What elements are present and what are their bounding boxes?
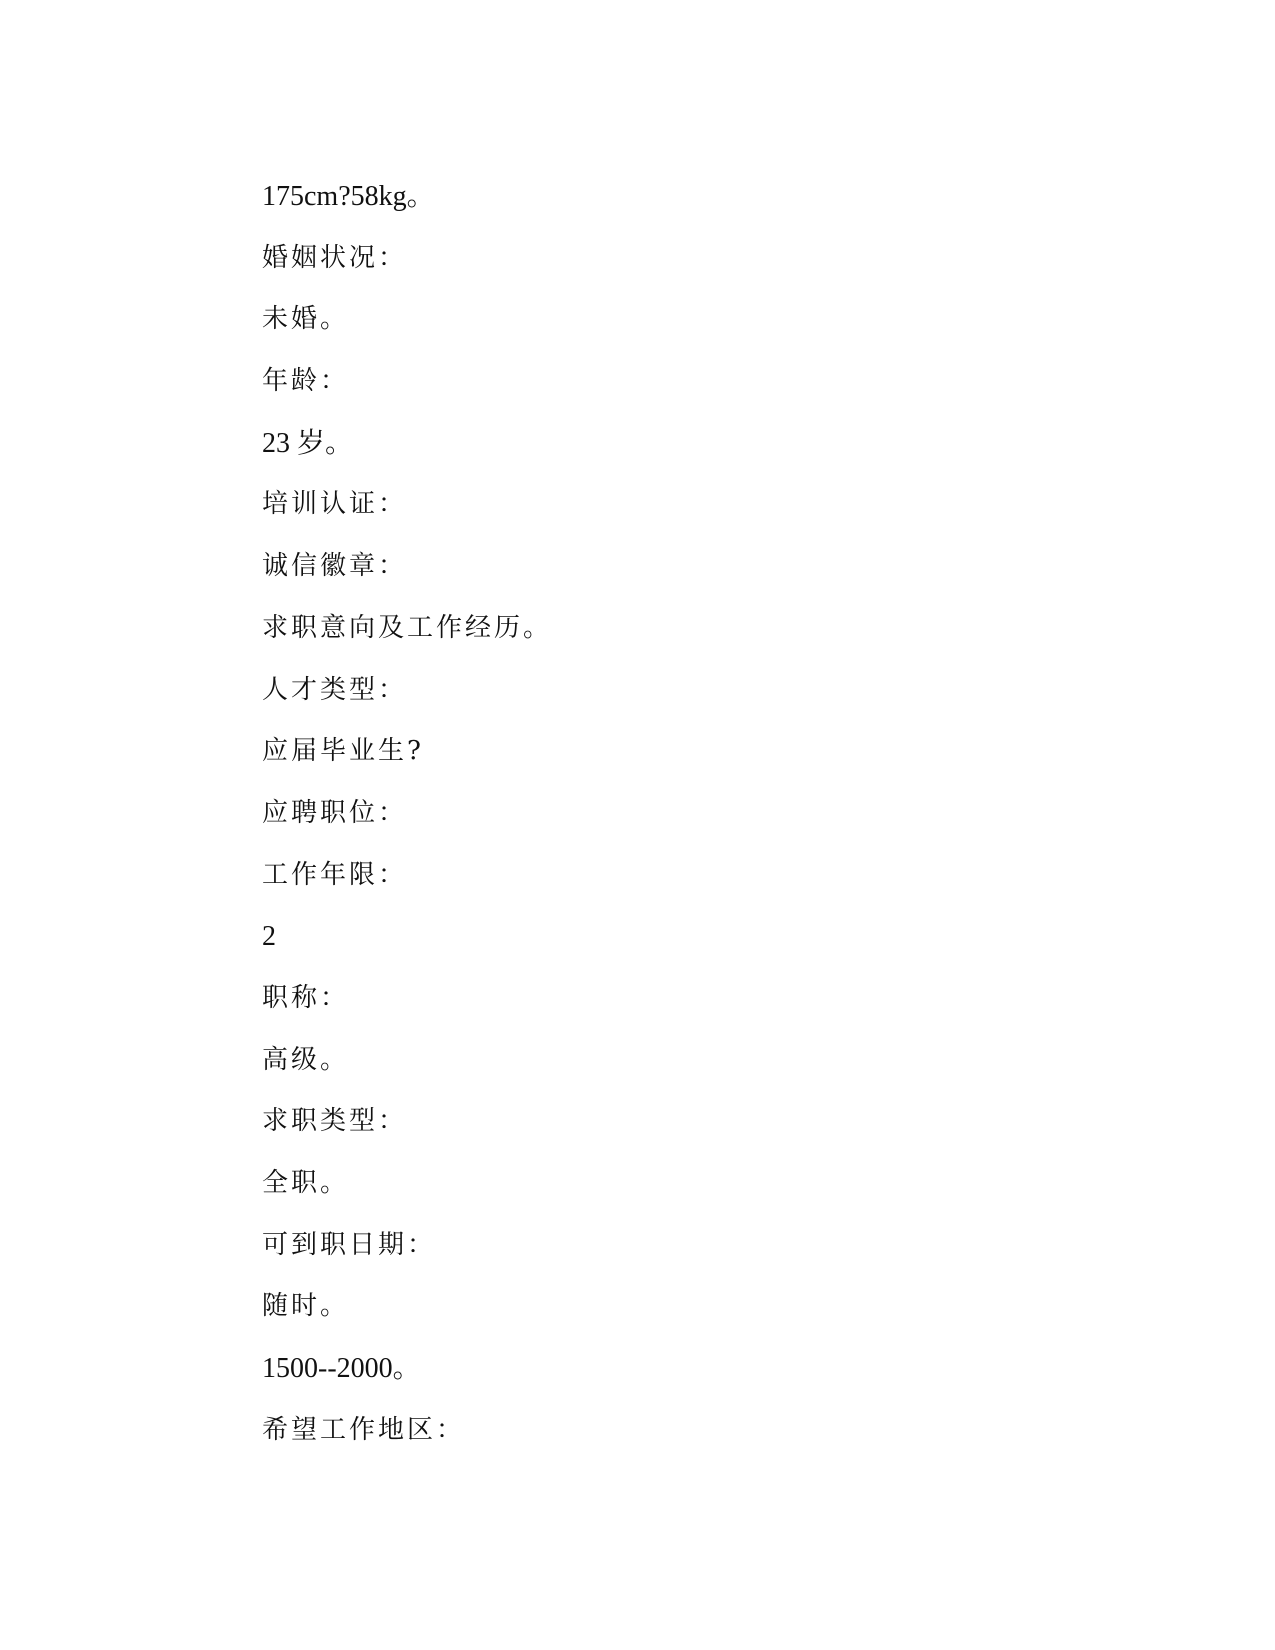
job-title-label: 职称： bbox=[262, 982, 350, 1013]
marital-status-label: 婚姻状况： bbox=[262, 242, 408, 273]
talent-type-value: 应届毕业生? bbox=[262, 736, 424, 767]
available-date-label: 可到职日期： bbox=[262, 1229, 437, 1260]
job-type-label: 求职类型： bbox=[262, 1106, 408, 1137]
preferred-work-area-label: 希望工作地区： bbox=[262, 1414, 466, 1445]
applied-position-label: 应聘职位： bbox=[262, 797, 408, 828]
age-value: 23 岁。 bbox=[262, 427, 354, 459]
integrity-badge-label: 诚信徽章： bbox=[262, 551, 408, 582]
document-body bbox=[262, 166, 1062, 1461]
job-title-value: 高级。 bbox=[262, 1044, 350, 1075]
training-certification-label: 培训认证： bbox=[262, 489, 408, 520]
age-label: 年龄： bbox=[262, 366, 350, 397]
talent-type-label: 人才类型： bbox=[262, 674, 408, 705]
marital-status-value: 未婚。 bbox=[262, 304, 350, 335]
job-type-value: 全职。 bbox=[262, 1168, 350, 1198]
job-intention-heading: 求职意向及工作经历。 bbox=[262, 612, 553, 643]
available-date-value: 随时。 bbox=[262, 1291, 350, 1322]
work-years-value: 2 bbox=[262, 921, 276, 953]
salary-range-value: 1500--2000。 bbox=[262, 1353, 421, 1385]
height-weight-value: 175cm?58kg。 bbox=[262, 181, 435, 212]
work-years-label: 工作年限： bbox=[262, 859, 408, 890]
